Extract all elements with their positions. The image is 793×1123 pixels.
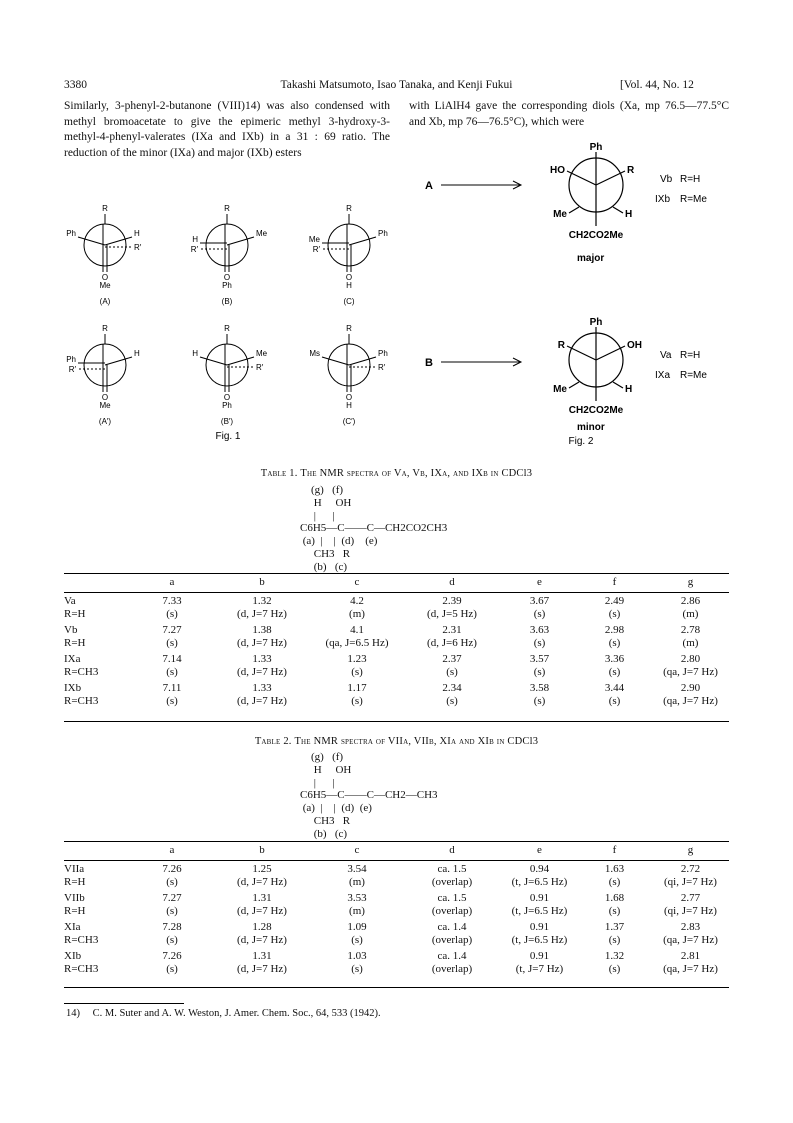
- shift-value: 7.28: [162, 921, 182, 933]
- multiplicity: (d, J=7 Hz): [237, 636, 287, 649]
- shift-value: 2.34: [442, 682, 462, 694]
- table-1: [64, 573, 729, 707]
- projection-left-label: R′: [312, 245, 320, 254]
- projection-id-label: (B′): [220, 417, 234, 426]
- shift-value: 2.83: [680, 921, 701, 933]
- projection-oxygen-label: O: [101, 393, 109, 402]
- multiplicity: (s): [166, 694, 178, 707]
- shift-value: 3.58: [529, 682, 550, 694]
- shift-value: ca. 1.5: [437, 892, 467, 904]
- table-2-col-header: d: [449, 843, 455, 856]
- table-1-caption-prefix: Table 1.: [260, 468, 298, 479]
- multiplicity: (s): [608, 636, 621, 649]
- compound-name: Va: [64, 595, 76, 607]
- multiplicity: (d, J=7 Hz): [237, 962, 287, 975]
- body-paragraph-left: Similarly, 3-phenyl-2-butanone (VIII)14) was also condensed with methyl bromoacetate to give the epimeric methyl 3-hydroxy-3-methyl-4-phenyl-valerates (IXa and IXb) in a 31 : 69 ratio. The reduction of the minor (IXa) and major (IXb) esters: [64, 100, 390, 159]
- shift-value: 4.2: [350, 595, 364, 607]
- table-2-row: [64, 859, 729, 876]
- compound-r: R=CH3: [64, 694, 99, 707]
- shift-value: 2.72: [680, 863, 701, 875]
- table-1-col-header: [64, 573, 132, 591]
- multiplicity: (s): [533, 636, 546, 649]
- shift-value: 3.36: [604, 653, 625, 665]
- table-1-row: [64, 678, 729, 695]
- shift-value: 0.91: [529, 950, 550, 962]
- projection-oxygen-label: O: [101, 273, 109, 282]
- shift-value: 1.23: [347, 653, 367, 665]
- projection-left-label: R′: [190, 245, 198, 254]
- multiplicity: (qi, J=7 Hz): [664, 875, 717, 888]
- table-1-row: [64, 620, 729, 637]
- shift-value: 3.54: [347, 863, 367, 875]
- shift-value: 2.39: [442, 595, 462, 607]
- figure-1: [55, 195, 405, 450]
- shift-value: 2.81: [680, 950, 701, 962]
- shift-value: 1.31: [252, 950, 272, 962]
- projection-id-label: (C): [343, 297, 355, 306]
- compound-r: R=H: [64, 636, 86, 649]
- projection-upper-right-label: Ph: [378, 349, 388, 358]
- multiplicity: (s): [608, 875, 621, 888]
- table-1-caption-solvent: CDCl3: [501, 468, 533, 479]
- multiplicity: (qa, J=7 Hz): [663, 694, 718, 707]
- table-1-col-header: f: [612, 575, 617, 588]
- table-1-row-multiplicity: [64, 608, 729, 621]
- compound-name: XIb: [64, 950, 82, 962]
- projection-top-label: R: [224, 324, 230, 333]
- multiplicity: (qa, J=6.5 Hz): [325, 636, 389, 649]
- series-ixb-r: R=Me: [680, 194, 707, 205]
- minor-label: minor: [577, 422, 605, 433]
- table-2-row: [64, 888, 729, 905]
- shift-value: 1.38: [252, 624, 272, 636]
- shift-value: 1.68: [604, 892, 625, 904]
- shift-value: 1.33: [252, 653, 272, 665]
- projection-upper-right-label: Ph: [378, 229, 388, 238]
- major-ph-label: Ph: [589, 142, 603, 153]
- structure-line: C6H5—C——C—CH2CO2CH3: [300, 522, 448, 535]
- projection-id-label: (C′): [342, 417, 356, 426]
- projection-bottom-label: Ph: [222, 401, 232, 410]
- projection-upper-left-label: H: [192, 349, 198, 358]
- multiplicity: (qa, J=7 Hz): [663, 962, 718, 975]
- projection-id-label: (B): [221, 297, 233, 306]
- multiplicity: (m): [682, 636, 699, 649]
- fig2-arrow-label-b: B: [425, 357, 433, 369]
- footnote-text: C. M. Suter and A. W. Weston, J. Amer. Chem. Soc., 64, 533 (1942).: [92, 1008, 381, 1019]
- minor-ch2co2me-label: CH2CO2Me: [568, 405, 624, 416]
- structure-line: (a) | | (d) (e): [300, 535, 378, 548]
- projection-top-label: R: [346, 204, 352, 213]
- table-2-structure: [300, 751, 438, 841]
- table-2-col-header: a: [169, 843, 175, 856]
- table-1-col-header: a: [169, 575, 175, 588]
- series-ixa-code: IXa: [655, 370, 671, 381]
- minor-h-label: H: [625, 384, 633, 395]
- compound-name: IXa: [64, 653, 81, 665]
- minor-r-label: R: [557, 340, 565, 351]
- figure-2: [415, 140, 735, 450]
- projection-oxygen-label: O: [223, 273, 231, 282]
- projection-oxygen-label: O: [345, 393, 353, 402]
- structure-line: (g) (f): [300, 484, 344, 496]
- table-2-caption: [0, 736, 793, 747]
- table-1-caption: [0, 468, 793, 479]
- shift-value: 7.27: [162, 624, 182, 636]
- table-2-row-multiplicity: [64, 876, 729, 889]
- table-2-col-header: e: [537, 843, 542, 856]
- compound-name: VIIa: [64, 863, 85, 875]
- multiplicity: (s): [608, 694, 621, 707]
- shift-value: 0.94: [529, 863, 550, 875]
- table-1-col-header: c: [354, 575, 360, 588]
- structure-line: (b) (c): [300, 560, 348, 573]
- table-2-caption-prefix: Table 2.: [254, 736, 292, 747]
- multiplicity: (s): [608, 607, 621, 620]
- table-2-row-multiplicity: [64, 905, 729, 918]
- structure-line: C6H5—C——C—CH2—CH3: [300, 789, 438, 802]
- table-2-col-header: f: [612, 843, 617, 856]
- projection-oxygen-label: O: [223, 393, 231, 402]
- compound-r: R=H: [64, 904, 86, 917]
- compound-r: R=CH3: [64, 665, 99, 678]
- multiplicity: (d, J=7 Hz): [237, 665, 287, 678]
- table-1-caption-title: The NMR spectra of Va, Vb, IXa, and IXb in: [300, 468, 499, 479]
- series-va-code: Va: [660, 350, 672, 361]
- multiplicity: (s): [166, 636, 178, 649]
- table-2-col-header: [64, 841, 132, 859]
- compound-r: R=CH3: [64, 962, 99, 975]
- shift-value: 1.28: [252, 921, 272, 933]
- multiplicity: (s): [608, 962, 621, 975]
- shift-value: 1.03: [347, 950, 367, 962]
- multiplicity: (qa, J=7 Hz): [663, 665, 718, 678]
- multiplicity: (t, J=6.5 Hz): [511, 904, 568, 917]
- shift-value: 0.91: [529, 892, 550, 904]
- structure-line: CH3 R: [300, 814, 351, 827]
- shift-value: 2.78: [680, 624, 701, 636]
- multiplicity: (s): [166, 607, 178, 620]
- structure-line: | |: [300, 776, 335, 789]
- multiplicity: (s): [351, 933, 363, 946]
- shift-value: 2.98: [604, 624, 625, 636]
- projection-upper-right-label: H: [134, 229, 140, 238]
- shift-value: 2.90: [680, 682, 701, 694]
- projection-right-label: R′: [256, 363, 264, 372]
- table-1-row-multiplicity: [64, 666, 729, 679]
- compound-r: R=H: [64, 875, 86, 888]
- multiplicity: (s): [608, 665, 621, 678]
- multiplicity: (s): [533, 665, 546, 678]
- table-2-row-multiplicity: [64, 963, 729, 976]
- table-2-caption-title: The NMR spectra of VIIa, VIIb, XIa and XIb in: [294, 736, 505, 747]
- projection-upper-right-label: Me: [256, 349, 268, 358]
- table-2-col-header: c: [354, 843, 360, 856]
- shift-value: 1.31: [252, 892, 272, 904]
- multiplicity: (s): [446, 694, 458, 707]
- table-2-row: [64, 946, 729, 963]
- table-1-row: [64, 591, 729, 608]
- projection-left-top-label: Ph: [66, 355, 76, 364]
- projection-upper-left-label: Ph: [66, 229, 76, 238]
- projection-id-label: (A′): [98, 417, 112, 426]
- fig2-arrow-label-a: A: [425, 180, 433, 192]
- table-2-col-header: g: [687, 843, 694, 856]
- compound-name: VIIb: [64, 892, 85, 904]
- projection-left-top-label: Me: [308, 235, 320, 244]
- multiplicity: (d, J=7 Hz): [237, 694, 287, 707]
- table-1-col-header: g: [687, 575, 694, 588]
- projection-bottom-label: H: [346, 401, 352, 410]
- projection-left-label: R′: [68, 365, 76, 374]
- multiplicity: (d, J=7 Hz): [237, 875, 287, 888]
- major-me-label: Me: [553, 209, 567, 220]
- compound-name: XIa: [64, 921, 81, 933]
- projection-bottom-label: Me: [99, 281, 111, 290]
- shift-value: 3.57: [529, 653, 550, 665]
- table-1-structure: [300, 484, 447, 574]
- projection-upper-left-label: Ms: [309, 349, 320, 358]
- minor-oh-label: OH: [627, 340, 642, 351]
- multiplicity: (overlap): [431, 904, 473, 917]
- footnote-rule: [64, 1003, 184, 1004]
- multiplicity: (s): [351, 694, 363, 707]
- table-1-col-header: e: [537, 575, 542, 588]
- multiplicity: (s): [166, 933, 178, 946]
- table-1-col-header: d: [449, 575, 455, 588]
- shift-value: ca. 1.4: [437, 950, 467, 962]
- projection-bottom-label: Ph: [222, 281, 232, 290]
- structure-line: H OH: [300, 496, 352, 509]
- multiplicity: (s): [166, 665, 178, 678]
- compound-name: Vb: [64, 624, 78, 636]
- minor-ph-label: Ph: [589, 317, 603, 328]
- table-1-col-header: b: [259, 575, 265, 588]
- table-2: [64, 841, 729, 975]
- shift-value: 3.44: [604, 682, 625, 694]
- projection-right-label: R′: [134, 243, 142, 252]
- projection-oxygen-label: O: [345, 273, 353, 282]
- projection-left-top-label: H: [192, 235, 198, 244]
- structure-line: (b) (c): [300, 827, 348, 840]
- multiplicity: (s): [166, 962, 178, 975]
- major-ho-label: HO: [550, 165, 565, 176]
- series-vb-r: R=H: [680, 174, 701, 185]
- page-number: 3380: [64, 79, 87, 91]
- compound-name: IXb: [64, 682, 82, 694]
- major-label: major: [577, 253, 605, 264]
- shift-value: 0.91: [529, 921, 550, 933]
- shift-value: 2.37: [442, 653, 462, 665]
- major-h-label: H: [625, 209, 633, 220]
- shift-value: 7.11: [162, 682, 182, 694]
- structure-line: | |: [300, 509, 335, 522]
- multiplicity: (d, J=7 Hz): [237, 607, 287, 620]
- structure-line: (g) (f): [300, 751, 344, 763]
- multiplicity: (s): [608, 904, 621, 917]
- multiplicity: (s): [533, 607, 546, 620]
- shift-value: 2.80: [680, 653, 701, 665]
- projection-top-label: R: [102, 324, 108, 333]
- shift-value: ca. 1.4: [437, 921, 467, 933]
- shift-value: 7.27: [162, 892, 182, 904]
- multiplicity: (s): [608, 933, 621, 946]
- projection-upper-right-label: Me: [256, 229, 268, 238]
- projection-top-label: R: [346, 324, 352, 333]
- series-va-r: R=H: [680, 350, 701, 361]
- multiplicity: (m): [349, 904, 365, 917]
- minor-me-label: Me: [553, 384, 567, 395]
- table-2-caption-solvent: CDCl3: [507, 736, 539, 747]
- shift-value: 7.33: [162, 595, 182, 607]
- multiplicity: (t, J=6.5 Hz): [511, 875, 568, 888]
- multiplicity: (qa, J=7 Hz): [663, 933, 718, 946]
- multiplicity: (m): [349, 875, 365, 888]
- shift-value: 2.31: [442, 624, 462, 636]
- multiplicity: (m): [682, 607, 699, 620]
- projection-right-label: R′: [378, 363, 386, 372]
- multiplicity: (overlap): [431, 875, 473, 888]
- multiplicity: (s): [166, 904, 178, 917]
- figure-2-caption: Fig. 2: [568, 436, 594, 447]
- multiplicity: (t, J=7 Hz): [515, 962, 564, 975]
- multiplicity: (overlap): [431, 962, 473, 975]
- multiplicity: (qi, J=7 Hz): [664, 904, 717, 917]
- series-ixb-code: IXb: [655, 194, 671, 205]
- running-head-authors: Takashi Matsumoto, Isao Tanaka, and Kenji Fukui: [280, 79, 513, 91]
- table-2-row-multiplicity: [64, 934, 729, 947]
- shift-value: 2.49: [604, 595, 625, 607]
- compound-r: R=H: [64, 607, 86, 620]
- multiplicity: (s): [446, 665, 458, 678]
- shift-value: 7.14: [162, 653, 182, 665]
- journal-volume: [Vol. 44, No. 12: [620, 79, 694, 91]
- shift-value: 1.25: [252, 863, 272, 875]
- shift-value: 1.32: [604, 950, 625, 962]
- table-1-bottom-rule: [64, 721, 729, 722]
- multiplicity: (s): [533, 694, 546, 707]
- multiplicity: (t, J=6.5 Hz): [511, 933, 568, 946]
- multiplicity: (s): [351, 962, 363, 975]
- structure-line: (a) | | (d) (e): [300, 802, 372, 815]
- structure-line: H OH: [300, 763, 352, 776]
- series-vb-code: Vb: [660, 174, 673, 185]
- shift-value: 3.67: [529, 595, 550, 607]
- table-1-row-multiplicity: [64, 637, 729, 650]
- table-2-col-header: b: [259, 843, 265, 856]
- multiplicity: (d, J=7 Hz): [237, 933, 287, 946]
- multiplicity: (d, J=5 Hz): [427, 607, 477, 620]
- shift-value: 2.77: [680, 892, 701, 904]
- shift-value: 4.1: [350, 624, 364, 636]
- table-1-row: [64, 649, 729, 666]
- shift-value: 1.09: [347, 921, 367, 933]
- projection-top-label: R: [102, 204, 108, 213]
- multiplicity: (s): [166, 875, 178, 888]
- multiplicity: (d, J=7 Hz): [237, 904, 287, 917]
- projection-id-label: (A): [99, 297, 111, 306]
- projection-bottom-label: Me: [99, 401, 111, 410]
- major-ch2co2me-label: CH2CO2Me: [568, 230, 624, 241]
- shift-value: 1.63: [604, 863, 625, 875]
- shift-value: 1.33: [252, 682, 272, 694]
- structure-line: CH3 R: [300, 547, 351, 560]
- projection-bottom-label: H: [346, 281, 352, 290]
- shift-value: 2.86: [680, 595, 701, 607]
- shift-value: 1.37: [604, 921, 625, 933]
- shift-value: 1.17: [347, 682, 367, 694]
- shift-value: 7.26: [162, 950, 182, 962]
- body-paragraph-right: with LiAlH4 gave the corresponding diols (Xa, mp 76.5—77.5°C and Xb, mp 76—76.5°C), which were: [409, 100, 729, 128]
- figure-1-caption: Fig. 1: [215, 431, 241, 442]
- major-r-label: R: [627, 165, 635, 176]
- shift-value: 3.63: [529, 624, 550, 636]
- table-1-row-multiplicity: [64, 695, 729, 708]
- compound-r: R=CH3: [64, 933, 99, 946]
- shift-value: 7.26: [162, 863, 182, 875]
- shift-value: ca. 1.5: [437, 863, 467, 875]
- table-2-row: [64, 917, 729, 934]
- projection-top-label: R: [224, 204, 230, 213]
- multiplicity: (m): [349, 607, 365, 620]
- footnote-marker: 14): [66, 1008, 80, 1019]
- multiplicity: (d, J=6 Hz): [427, 636, 477, 649]
- shift-value: 3.53: [347, 892, 367, 904]
- multiplicity: (overlap): [431, 933, 473, 946]
- projection-upper-right-label: H: [134, 349, 140, 358]
- series-ixa-r: R=Me: [680, 370, 707, 381]
- multiplicity: (s): [351, 665, 363, 678]
- footnote: [66, 1008, 381, 1019]
- shift-value: 1.32: [252, 595, 272, 607]
- table-2-bottom-rule: [64, 987, 729, 988]
